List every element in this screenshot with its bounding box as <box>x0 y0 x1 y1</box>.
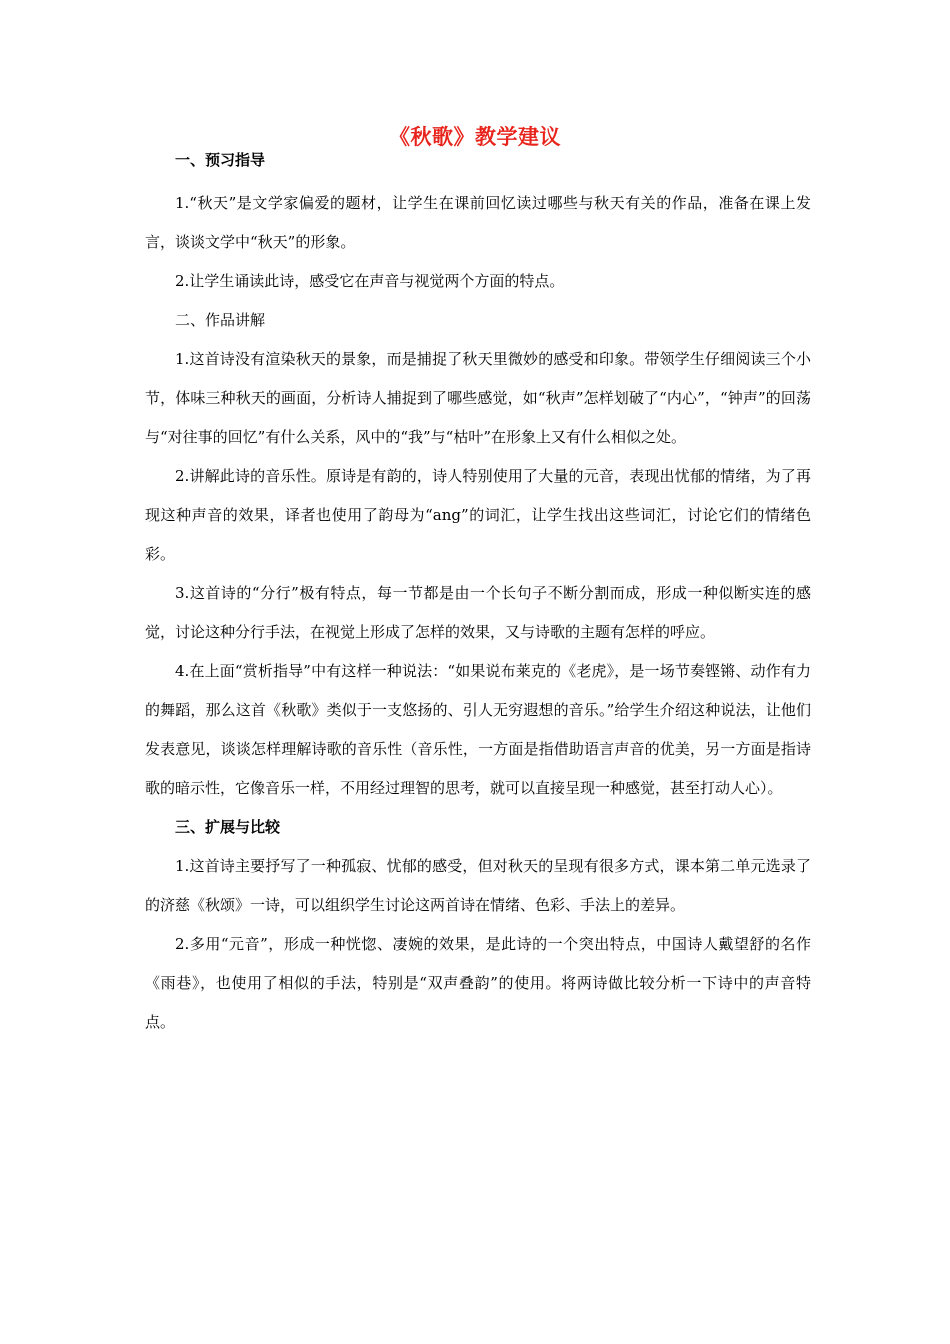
paragraph: 1.“秋天”是文学家偏爱的题材，让学生在课前回忆读过哪些与秋天有关的作品，准备在课上发言，谈谈文学中“秋天”的形象。 <box>145 194 811 251</box>
paragraph: 1.这首诗没有渲染秋天的景象，而是捕捉了秋天里微妙的感受和印象。带领学生仔细阅读三个小节，体味三种秋天的画面，分析诗人捕捉到了哪些感觉，如“秋声”怎样划破了“内心”，“钟声”的回荡与“对往事的回忆”有什么关系，风中的“我”与“枯叶”在形象上又有什么相似之处。 <box>145 350 811 446</box>
section-explanation <box>145 301 811 808</box>
paragraph: 3.这首诗的“分行”极有特点，每一节都是由一个长句子不断分割而成，形成一种似断实连的感觉，讨论这种分行手法，在视觉上形成了怎样的效果，又与诗歌的主题有怎样的呼应。 <box>145 584 811 641</box>
paragraph: 2.多用“元音”，形成一种恍惚、凄婉的效果，是此诗的一个突出特点，中国诗人戴望舒的名作《雨巷》，也使用了相似的手法，特别是“双声叠韵”的使用。将两诗做比较分析一下诗中的声音特点。 <box>145 935 811 1031</box>
section-heading: 二、作品讲解 <box>175 311 266 329</box>
document-title: 《秋歌》教学建议 <box>389 125 561 149</box>
section-preview <box>145 150 811 301</box>
document-body <box>145 150 811 1042</box>
paragraph: 2.讲解此诗的音乐性。原诗是有韵的，诗人特别使用了大量的元音，表现出忧郁的情绪，为了再现这种声音的效果，译者也使用了韵母为“ang”的词汇，让学生找出这些词汇，讨论它们的情绪色彩。 <box>145 467 811 563</box>
section-heading: 一、预习指导 <box>175 151 266 169</box>
paragraph: 2.让学生诵读此诗，感受它在声音与视觉两个方面的特点。 <box>175 272 565 290</box>
paragraph: 4.在上面“赏析指导”中有这样一种说法：“如果说布莱克的《老虎》，是一场节奏铿锵、动作有力的舞蹈，那么这首《秋歌》类似于一支悠扬的、引人无穷遐想的音乐。”给学生介绍这种说法，让他们发表意见，谈谈怎样理解诗歌的音乐性（音乐性，一方面是指借助语言声音的优美，另一方面是指诗歌的暗示性，它像音乐一样，不用经过理智的思考，就可以直接呈现一种感觉，甚至打动人心）。 <box>145 662 811 797</box>
section-heading: 三、扩展与比较 <box>175 818 281 836</box>
section-extension <box>145 808 811 1042</box>
paragraph: 1.这首诗主要抒写了一种孤寂、忧郁的感受，但对秋天的呈现有很多方式，课本第二单元选录了的济慈《秋颂》一诗，可以组织学生讨论这两首诗在情绪、色彩、手法上的差异。 <box>145 857 811 914</box>
